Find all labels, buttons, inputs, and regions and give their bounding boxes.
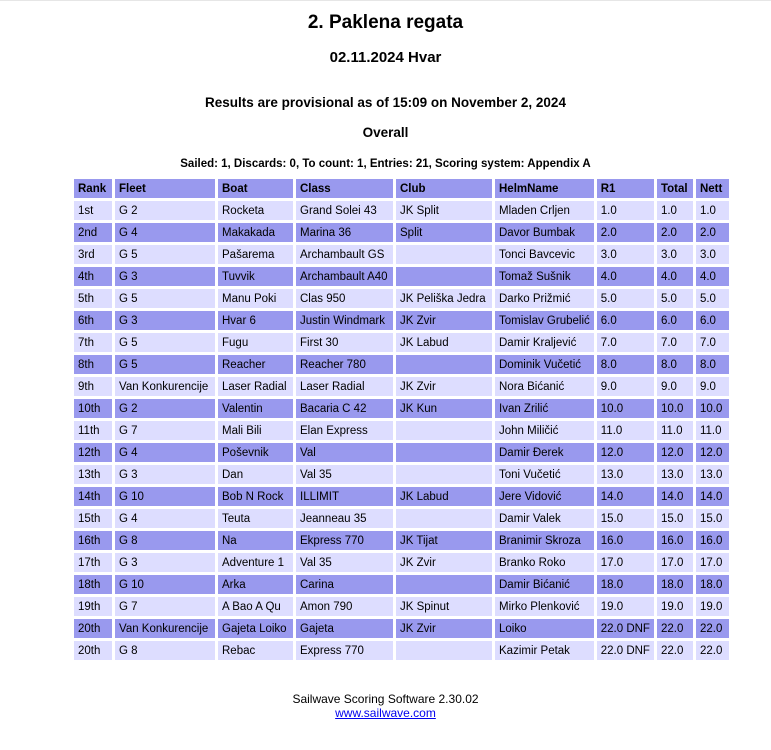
- top-divider: [0, 0, 771, 1]
- cell-helmname: John Miličić: [495, 421, 594, 440]
- cell-boat: Hvar 6: [218, 311, 293, 330]
- cell-club: JK Zvir: [396, 553, 492, 572]
- cell-nett: 11.0: [696, 421, 729, 440]
- table-row: [74, 355, 729, 374]
- provisional-notice: Results are provisional as of 15:09 on November 2, 2024: [205, 95, 566, 110]
- cell-rank: 1st: [74, 201, 112, 220]
- cell-r1: 11.0: [597, 421, 654, 440]
- cell-helmname: Branimir Skroza: [495, 531, 594, 550]
- cell-fleet: G 4: [115, 443, 215, 462]
- cell-r1: 14.0: [597, 487, 654, 506]
- col-header-class: Class: [296, 179, 393, 198]
- cell-helmname: Tomislav Grubelić: [495, 311, 594, 330]
- cell-rank: 9th: [74, 377, 112, 396]
- cell-club: [396, 641, 492, 660]
- cell-total: 15.0: [657, 509, 693, 528]
- cell-helmname: Toni Vučetić: [495, 465, 594, 484]
- page-title: 2. Paklena regata: [307, 12, 464, 33]
- cell-club: JK Spinut: [396, 597, 492, 616]
- cell-nett: 14.0: [696, 487, 729, 506]
- cell-rank: 3rd: [74, 245, 112, 264]
- cell-club: [396, 509, 492, 528]
- col-header-r1: R1: [597, 179, 654, 198]
- cell-club: [396, 421, 492, 440]
- cell-total: 9.0: [657, 377, 693, 396]
- cell-boat: Tuvvik: [218, 267, 293, 286]
- cell-r1: 2.0: [597, 223, 654, 242]
- sailwave-link[interactable]: www.sailwave.com: [335, 706, 436, 720]
- table-row: [74, 531, 729, 550]
- cell-total: 8.0: [657, 355, 693, 374]
- cell-nett: 8.0: [696, 355, 729, 374]
- cell-r1: 1.0: [597, 201, 654, 220]
- cell-class: Express 770: [296, 641, 393, 660]
- cell-rank: 4th: [74, 267, 112, 286]
- cell-club: JK Split: [396, 201, 492, 220]
- results-body: [74, 201, 729, 660]
- cell-total: 10.0: [657, 399, 693, 418]
- cell-r1: 18.0: [597, 575, 654, 594]
- cell-nett: 5.0: [696, 289, 729, 308]
- cell-class: Laser Radial: [296, 377, 393, 396]
- cell-rank: 11th: [74, 421, 112, 440]
- cell-helmname: Nora Bićanić: [495, 377, 594, 396]
- cell-boat: Fugu: [218, 333, 293, 352]
- cell-helmname: Damir Kraljević: [495, 333, 594, 352]
- table-row: [74, 201, 729, 220]
- cell-r1: 8.0: [597, 355, 654, 374]
- table-row: [74, 223, 729, 242]
- header-row: [74, 179, 729, 198]
- cell-boat: Gajeta Loiko: [218, 619, 293, 638]
- cell-helmname: Loiko: [495, 619, 594, 638]
- cell-boat: Laser Radial: [218, 377, 293, 396]
- cell-r1: 4.0: [597, 267, 654, 286]
- cell-club: JK Tijat: [396, 531, 492, 550]
- cell-boat: Mali Bili: [218, 421, 293, 440]
- cell-fleet: G 10: [115, 487, 215, 506]
- cell-total: 4.0: [657, 267, 693, 286]
- cell-club: [396, 355, 492, 374]
- scoring-summary: Sailed: 1, Discards: 0, To count: 1, Entries: 21, Scoring system: Appendix A: [180, 158, 591, 170]
- cell-r1: 22.0 DNF: [597, 641, 654, 660]
- cell-helmname: Mladen Crljen: [495, 201, 594, 220]
- cell-fleet: G 8: [115, 531, 215, 550]
- cell-boat: Makakada: [218, 223, 293, 242]
- software-credit: Sailwave Scoring Software 2.30.02: [292, 692, 479, 706]
- col-header-fleet: Fleet: [115, 179, 215, 198]
- cell-club: Split: [396, 223, 492, 242]
- results-table: [71, 176, 732, 663]
- cell-class: Bacaria C 42: [296, 399, 393, 418]
- cell-total: 17.0: [657, 553, 693, 572]
- cell-fleet: G 7: [115, 597, 215, 616]
- cell-helmname: Damir Đerek: [495, 443, 594, 462]
- table-row: [74, 641, 729, 660]
- cell-rank: 17th: [74, 553, 112, 572]
- cell-nett: 15.0: [696, 509, 729, 528]
- cell-boat: Adventure 1: [218, 553, 293, 572]
- cell-class: Val: [296, 443, 393, 462]
- cell-boat: Poševnik: [218, 443, 293, 462]
- cell-boat: A Bao A Qu: [218, 597, 293, 616]
- cell-rank: 18th: [74, 575, 112, 594]
- table-row: [74, 597, 729, 616]
- cell-rank: 14th: [74, 487, 112, 506]
- table-row: [74, 443, 729, 462]
- cell-r1: 9.0: [597, 377, 654, 396]
- cell-helmname: Kazimir Petak: [495, 641, 594, 660]
- cell-fleet: G 5: [115, 245, 215, 264]
- cell-fleet: G 2: [115, 399, 215, 418]
- cell-club: JK Zvir: [396, 311, 492, 330]
- cell-r1: 6.0: [597, 311, 654, 330]
- cell-club: JK Peliška Jedra: [396, 289, 492, 308]
- cell-nett: 19.0: [696, 597, 729, 616]
- col-header-club: Club: [396, 179, 492, 198]
- cell-club: JK Zvir: [396, 619, 492, 638]
- cell-total: 3.0: [657, 245, 693, 264]
- col-header-rank: Rank: [74, 179, 112, 198]
- cell-class: Archambault A40: [296, 267, 393, 286]
- footer: [0, 692, 771, 720]
- cell-helmname: Darko Prižmić: [495, 289, 594, 308]
- table-row: [74, 289, 729, 308]
- cell-rank: 12th: [74, 443, 112, 462]
- table-row: [74, 267, 729, 286]
- cell-rank: 16th: [74, 531, 112, 550]
- cell-club: [396, 465, 492, 484]
- table-row: [74, 377, 729, 396]
- cell-r1: 10.0: [597, 399, 654, 418]
- cell-class: ILLIMIT: [296, 487, 393, 506]
- cell-boat: Bob N Rock: [218, 487, 293, 506]
- cell-fleet: G 10: [115, 575, 215, 594]
- cell-rank: 2nd: [74, 223, 112, 242]
- cell-fleet: G 5: [115, 333, 215, 352]
- cell-class: First 30: [296, 333, 393, 352]
- col-header-boat: Boat: [218, 179, 293, 198]
- cell-r1: 13.0: [597, 465, 654, 484]
- cell-fleet: G 3: [115, 311, 215, 330]
- cell-helmname: Dominik Vučetić: [495, 355, 594, 374]
- cell-nett: 4.0: [696, 267, 729, 286]
- col-header-helmname: HelmName: [495, 179, 594, 198]
- cell-nett: 16.0: [696, 531, 729, 550]
- cell-nett: 13.0: [696, 465, 729, 484]
- cell-nett: 3.0: [696, 245, 729, 264]
- cell-class: Ekpress 770: [296, 531, 393, 550]
- cell-class: Gajeta: [296, 619, 393, 638]
- cell-club: [396, 575, 492, 594]
- table-row: [74, 465, 729, 484]
- table-row: [74, 487, 729, 506]
- cell-fleet: Van Konkurencije: [115, 619, 215, 638]
- cell-boat: Dan: [218, 465, 293, 484]
- cell-total: 22.0: [657, 619, 693, 638]
- cell-r1: 22.0 DNF: [597, 619, 654, 638]
- cell-r1: 5.0: [597, 289, 654, 308]
- cell-fleet: G 3: [115, 553, 215, 572]
- cell-helmname: Jere Vidović: [495, 487, 594, 506]
- cell-club: [396, 267, 492, 286]
- cell-nett: 9.0: [696, 377, 729, 396]
- cell-rank: 6th: [74, 311, 112, 330]
- cell-fleet: G 8: [115, 641, 215, 660]
- table-row: [74, 509, 729, 528]
- cell-class: Val 35: [296, 465, 393, 484]
- cell-r1: 16.0: [597, 531, 654, 550]
- cell-rank: 15th: [74, 509, 112, 528]
- cell-nett: 10.0: [696, 399, 729, 418]
- cell-class: Jeanneau 35: [296, 509, 393, 528]
- cell-rank: 13th: [74, 465, 112, 484]
- cell-helmname: Tonci Bavcevic: [495, 245, 594, 264]
- table-row: [74, 245, 729, 264]
- col-header-nett: Nett: [696, 179, 729, 198]
- col-header-total: Total: [657, 179, 693, 198]
- cell-helmname: Damir Valek: [495, 509, 594, 528]
- cell-boat: Valentin: [218, 399, 293, 418]
- event-date-venue: 02.11.2024 Hvar: [329, 49, 442, 66]
- cell-total: 12.0: [657, 443, 693, 462]
- cell-class: Reacher 780: [296, 355, 393, 374]
- cell-total: 22.0: [657, 641, 693, 660]
- cell-total: 14.0: [657, 487, 693, 506]
- cell-boat: Pašarema: [218, 245, 293, 264]
- cell-rank: 10th: [74, 399, 112, 418]
- cell-class: Grand Solei 43: [296, 201, 393, 220]
- cell-total: 7.0: [657, 333, 693, 352]
- cell-fleet: G 5: [115, 289, 215, 308]
- cell-rank: 8th: [74, 355, 112, 374]
- cell-fleet: G 2: [115, 201, 215, 220]
- cell-class: Clas 950: [296, 289, 393, 308]
- cell-boat: Teuta: [218, 509, 293, 528]
- cell-nett: 12.0: [696, 443, 729, 462]
- cell-class: Justin Windmark: [296, 311, 393, 330]
- cell-fleet: G 4: [115, 223, 215, 242]
- cell-helmname: Mirko Plenković: [495, 597, 594, 616]
- table-row: [74, 311, 729, 330]
- cell-nett: 18.0: [696, 575, 729, 594]
- cell-r1: 15.0: [597, 509, 654, 528]
- cell-nett: 6.0: [696, 311, 729, 330]
- cell-nett: 1.0: [696, 201, 729, 220]
- table-row: [74, 421, 729, 440]
- cell-helmname: Damir Bićanić: [495, 575, 594, 594]
- cell-fleet: G 3: [115, 465, 215, 484]
- cell-class: Val 35: [296, 553, 393, 572]
- cell-boat: Na: [218, 531, 293, 550]
- cell-total: 2.0: [657, 223, 693, 242]
- cell-fleet: G 4: [115, 509, 215, 528]
- table-row: [74, 553, 729, 572]
- cell-club: JK Kun: [396, 399, 492, 418]
- cell-r1: 3.0: [597, 245, 654, 264]
- cell-rank: 20th: [74, 641, 112, 660]
- cell-rank: 5th: [74, 289, 112, 308]
- cell-fleet: Van Konkurencije: [115, 377, 215, 396]
- cell-helmname: Ivan Zrilić: [495, 399, 594, 418]
- cell-fleet: G 3: [115, 267, 215, 286]
- cell-total: 16.0: [657, 531, 693, 550]
- cell-r1: 7.0: [597, 333, 654, 352]
- cell-rank: 7th: [74, 333, 112, 352]
- cell-total: 11.0: [657, 421, 693, 440]
- section-title: Overall: [362, 125, 409, 140]
- cell-r1: 19.0: [597, 597, 654, 616]
- cell-boat: Rocketa: [218, 201, 293, 220]
- cell-nett: 7.0: [696, 333, 729, 352]
- cell-rank: 20th: [74, 619, 112, 638]
- table-row: [74, 575, 729, 594]
- cell-rank: 19th: [74, 597, 112, 616]
- cell-r1: 17.0: [597, 553, 654, 572]
- cell-class: Elan Express: [296, 421, 393, 440]
- cell-total: 13.0: [657, 465, 693, 484]
- table-row: [74, 333, 729, 352]
- cell-club: JK Zvir: [396, 377, 492, 396]
- cell-class: Marina 36: [296, 223, 393, 242]
- cell-fleet: G 7: [115, 421, 215, 440]
- cell-club: [396, 245, 492, 264]
- cell-class: Carina: [296, 575, 393, 594]
- cell-class: Amon 790: [296, 597, 393, 616]
- cell-nett: 17.0: [696, 553, 729, 572]
- cell-boat: Arka: [218, 575, 293, 594]
- cell-total: 6.0: [657, 311, 693, 330]
- cell-boat: Reacher: [218, 355, 293, 374]
- cell-fleet: G 5: [115, 355, 215, 374]
- cell-r1: 12.0: [597, 443, 654, 462]
- cell-total: 1.0: [657, 201, 693, 220]
- cell-nett: 22.0: [696, 619, 729, 638]
- cell-club: [396, 443, 492, 462]
- cell-boat: Rebac: [218, 641, 293, 660]
- cell-helmname: Tomaž Sušnik: [495, 267, 594, 286]
- cell-nett: 2.0: [696, 223, 729, 242]
- cell-boat: Manu Poki: [218, 289, 293, 308]
- cell-helmname: Davor Bumbak: [495, 223, 594, 242]
- cell-total: 19.0: [657, 597, 693, 616]
- cell-club: JK Labud: [396, 487, 492, 506]
- table-row: [74, 619, 729, 638]
- cell-total: 18.0: [657, 575, 693, 594]
- cell-class: Archambault GS: [296, 245, 393, 264]
- cell-nett: 22.0: [696, 641, 729, 660]
- cell-club: JK Labud: [396, 333, 492, 352]
- cell-helmname: Branko Roko: [495, 553, 594, 572]
- table-row: [74, 399, 729, 418]
- cell-total: 5.0: [657, 289, 693, 308]
